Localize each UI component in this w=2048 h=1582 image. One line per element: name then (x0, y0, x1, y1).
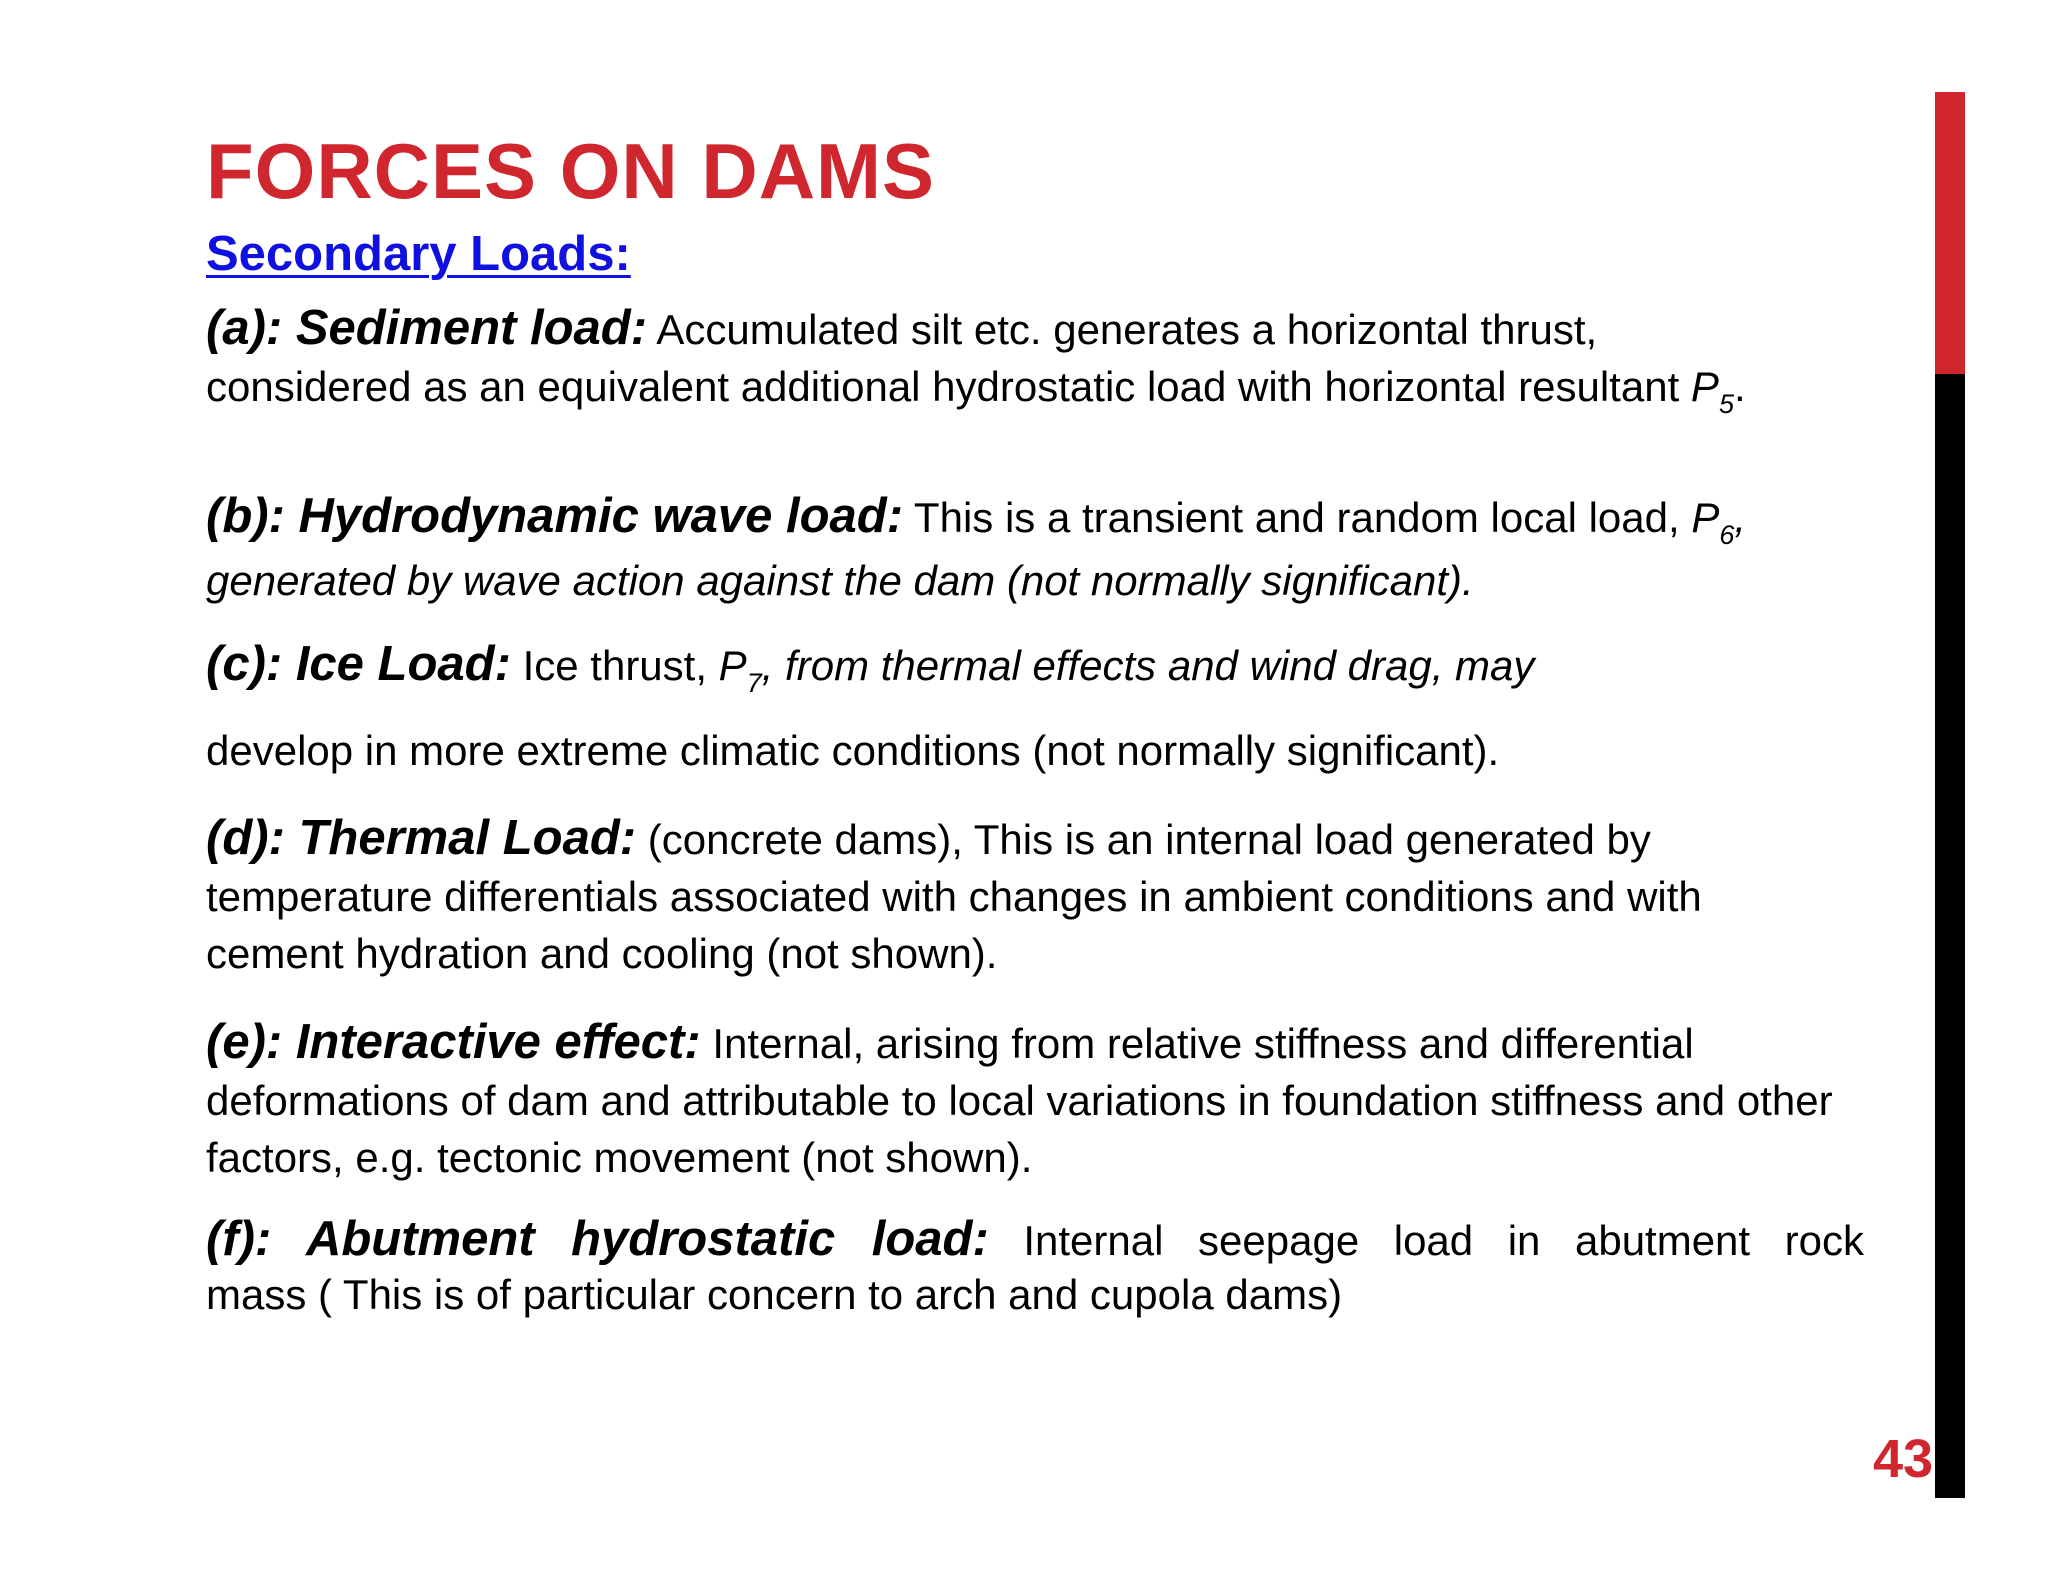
item-term: (d): Thermal Load: (206, 811, 637, 865)
item-text: mass ( This is of particular concern to arch and cupola dams) (206, 1271, 1343, 1318)
item-text: Accumulated silt etc. generates a horizontal thrust, considered as an equivalent additional hydrostatic load with horizontal resultant (206, 306, 1691, 410)
item-text: Internal seepage load in abutment rock (988, 1217, 1865, 1264)
item-text: , from thermal effects and wind drag, may (761, 642, 1535, 689)
page-number: 43 (1873, 1429, 1934, 1489)
item-hydrodynamic-wave-load (206, 488, 1856, 609)
item-first-line (206, 1212, 1864, 1268)
accent-bar-black (1935, 374, 1965, 1498)
item-sediment-load (206, 300, 1786, 421)
item-term: (a): Sediment load: (206, 301, 648, 355)
item-term: (b): Hydrodynamic wave load: (206, 489, 904, 543)
accent-bar-red (1935, 92, 1965, 374)
subscript: 6 (1719, 520, 1735, 550)
slide-title: FORCES ON DAMS (206, 127, 936, 215)
subscript: 5 (1718, 389, 1734, 419)
section-heading-secondary-loads: Secondary Loads: (206, 227, 631, 281)
item-text: , generated by wave action against the dam (not normally significant). (206, 494, 1747, 604)
item-ice-load-continuation (206, 722, 1856, 779)
item-text: (concrete dams), This is an internal load generated by temperature differentials associated with changes in ambient conditions and with cement hydration and cooling (not shown). (206, 816, 1702, 977)
item-term: (f): Abutment hydrostatic load: (206, 1212, 989, 1266)
item-ice-load (206, 636, 1856, 700)
item-text: Internal, arising from relative stiffness and differential deformations of dam and attributable to local variations in foundation stiffness and other factors, e.g. tectonic movement (not shown). (206, 1020, 1833, 1181)
symbol: P (1690, 363, 1719, 410)
item-text: develop in more extreme climatic conditions (not normally significant). (206, 727, 1500, 774)
symbol: P (1691, 494, 1720, 541)
item-text: This is a transient and random local load, (903, 494, 1692, 541)
subscript: 7 (746, 668, 762, 698)
item-abutment-hydrostatic-load (206, 1212, 1864, 1322)
item-term: (c): Ice Load: (206, 637, 511, 691)
item-interactive-effect (206, 1014, 1856, 1186)
symbol: P (718, 642, 747, 689)
item-thermal-load (206, 810, 1836, 982)
item-text: . (1733, 363, 1746, 410)
item-term: (e): Interactive effect: (206, 1015, 701, 1069)
item-text: Ice thrust, (510, 642, 719, 689)
